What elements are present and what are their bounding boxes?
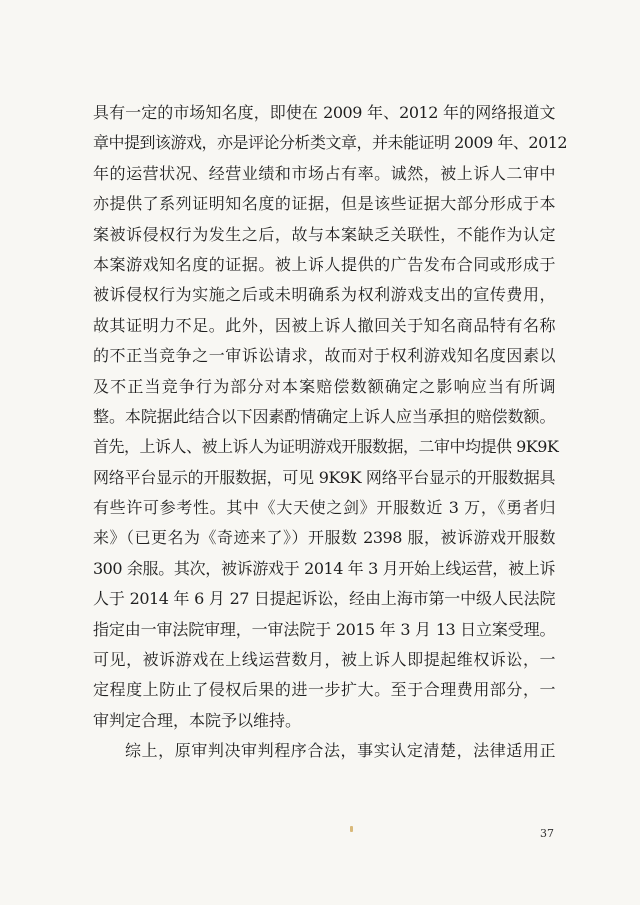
- text-line: 具有一定的市场知名度，即使在 2009 年、2012 年的网络报道文: [93, 103, 555, 122]
- text-line: 指定由一审法院审理，一审法院于 2015 年 3 月 13 日立案受理。: [93, 619, 555, 639]
- judgment-body-text: [93, 98, 568, 767]
- text-line: 有些许可参考性。其中《大天使之剑》开服数近 3 万，《勇者归: [93, 498, 555, 518]
- text-line: 故其证明力不足。此外，因被上诉人撤回关于知名商品特有名称: [93, 315, 555, 335]
- text-line: 人于 2014 年 6 月 27 日提起诉讼，经由上海市第一中级人民法院: [93, 589, 555, 609]
- text-line: 来》（已更名为《奇迹来了》）开服数 2398 服，被诉游戏开服数: [93, 528, 555, 548]
- text-line: 本案游戏知名度的证据。被上诉人提供的广告发布合同或形成于: [93, 254, 555, 274]
- text-line: 案被诉侵权行为发生之后，故与本案缺乏关联性，不能作为认定: [93, 224, 555, 244]
- page-number: 37: [540, 827, 554, 840]
- text-line: 综上，原审判决审判程序合法，事实认定清楚，法律适用正: [125, 741, 555, 761]
- text-line: 网络平台显示的开服数据，可见 9K9K 网络平台显示的开服数据具: [93, 467, 555, 487]
- ink-speck: [350, 826, 353, 832]
- text-line: 审判定合理，本院予以维持。: [93, 710, 302, 730]
- text-line: 的不正当竞争之一审诉讼请求，故而对于权利游戏知名度因素以: [93, 346, 555, 366]
- text-line: 及不正当竞争行为部分对本案赔偿数额确定之影响应当有所调: [93, 376, 555, 396]
- text-line: 整。本院据此结合以下因素酌情确定上诉人应当承担的赔偿数额。: [93, 406, 555, 426]
- text-line: 年的运营状况、经营业绩和市场占有率。诚然，被上诉人二审中: [93, 163, 555, 183]
- text-line: 定程度上防止了侵权后果的进一步扩大。至于合理费用部分，一: [93, 680, 555, 700]
- text-line: 300 余服。其次，被诉游戏于 2014 年 3 月开始上线运营，被上诉: [93, 558, 555, 578]
- text-line: 亦提供了系列证明知名度的证据，但是该些证据大部分形成于本: [93, 194, 555, 214]
- text-line: 首先，上诉人、被上诉人为证明游戏开服数据，二审中均提供 9K9K: [93, 437, 559, 457]
- text-line: 可见，被诉游戏在上线运营数月，被上诉人即提起维权诉讼，一: [93, 650, 555, 670]
- text-line: 章中提到该游戏，亦是评论分析类文章，并未能证明 2009 年、2012: [93, 133, 568, 153]
- text-line: 被诉侵权行为实施之后或未明确系为权利游戏支出的宣传费用，: [93, 285, 555, 305]
